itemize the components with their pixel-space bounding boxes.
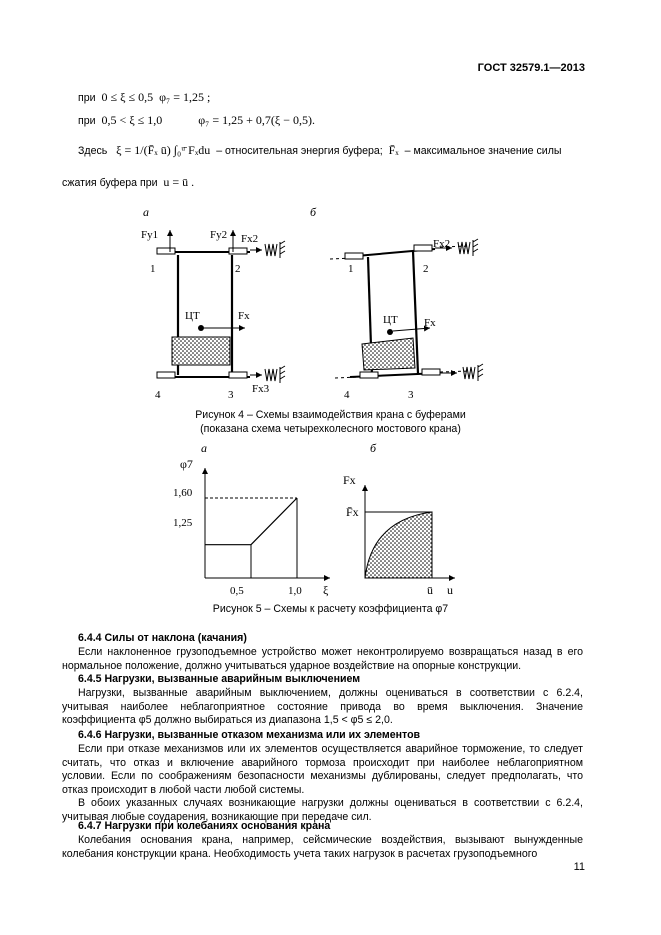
section-6-4-5-title: 6.4.5 Нагрузки, вызванные аварийным выключением <box>78 673 361 685</box>
label-fx2-a: Fx2 <box>241 233 259 245</box>
xi-axis-label: ξ <box>323 583 329 597</box>
formula-definition-line <box>78 143 598 158</box>
xi-description: – относительная энергия буфера; <box>216 145 383 157</box>
formula-definition-line-2 <box>62 175 194 190</box>
section-6-4-7-title: 6.4.7 Нагрузки при колебаниях основания крана <box>78 820 331 832</box>
formula-1-prefix: при <box>78 92 96 104</box>
section-6-4-6-text-1: Если при отказе механизмов или их элементов осуществляется аварийное торможение, то следует считать, что отказ и включение аварийного тормоза происходит при наиболее неблагоприятном условии. Если по соображениям безопасности механизмы дублированы, следует предполагать, что отказ происходит в любой части любой системы. <box>62 743 583 796</box>
label-fy1-a: Fy1 <box>141 229 159 241</box>
phi7-chart <box>173 457 330 597</box>
fx-symbol: F̄ₓ <box>388 143 399 157</box>
fig5-label-a: а <box>201 441 207 455</box>
label-4-a: 4 <box>155 389 161 401</box>
fig5-label-b: б <box>370 441 377 455</box>
label-fx3-a: Fx3 <box>252 383 270 395</box>
label-3-a: 3 <box>228 389 234 401</box>
formula-1-value: φ₇ = 1,25 ; <box>159 90 211 104</box>
section-6-4-6-text-2: В обоих указанных случаях возникающие нагрузки должны оцениваться в соответствии с 6.2.4, учитывая любые соударения, возникающие при передаче сил. <box>62 797 583 823</box>
formula-2-prefix: при <box>78 115 96 127</box>
label-1-b: 1 <box>348 263 354 275</box>
label-ct-b: ЦТ <box>383 314 398 326</box>
label-2-b: 2 <box>423 263 429 275</box>
fig4-label-a: а <box>143 205 149 219</box>
xi-definition: ξ = 1/(F̄ₓ ū) ∫₀ᵘ̄ Fₓdu <box>116 143 211 157</box>
figure-4-caption-2: (показана схема четырехколесного мостового крана) <box>200 423 461 435</box>
u-axis-label: u <box>447 583 453 597</box>
label-3-b: 3 <box>408 389 414 401</box>
section-6-4-4-text: Если наклоненное грузоподъемное устройство может неконтролируемо возвращаться назад в его нормальное положение, должно учитываться ударное воздействие на опорные конструкции. <box>62 646 583 672</box>
fx-description-2: сжатия буфера при <box>62 177 158 189</box>
u-bar-label: ū <box>427 583 433 597</box>
document-code: ГОСТ 32579.1—2013 <box>477 62 585 74</box>
ytick-160: 1,60 <box>173 487 193 499</box>
formula-2-condition: 0,5 < ξ ≤ 1,0 <box>101 113 163 127</box>
figure-4-crane-buffer-schemes <box>0 200 661 405</box>
xtick-05: 0,5 <box>230 585 244 597</box>
xtick-10: 1,0 <box>288 585 302 597</box>
phi7-series-line <box>205 498 297 545</box>
page-number: 11 <box>573 861 585 873</box>
section-6-4-7-text: Колебания основания крана, например, сейсмические воздействия, вызывают вынужденные колебания конструкции крана. Необходимость учета таких нагрузок в расчетах грузоподъемного <box>62 834 583 860</box>
formula-line-2 <box>78 113 315 128</box>
label-fx-a: Fx <box>238 310 250 322</box>
section-6-4-4-title: 6.4.4 Силы от наклона (качания) <box>78 632 247 644</box>
label-2-a: 2 <box>235 263 241 275</box>
figure-5-caption: Рисунок 5 – Схемы к расчету коэффициента φ7 <box>212 603 449 615</box>
figure-5-phi7-schemes <box>0 440 661 600</box>
formula-1-condition: 0 ≤ ξ ≤ 0,5 <box>101 90 154 104</box>
ytick-125: 1,25 <box>173 517 193 529</box>
scheme-b <box>330 238 483 401</box>
phi7-axis-label: φ7 <box>180 457 193 471</box>
u-condition: u = ū . <box>163 175 195 189</box>
here-word: Здесь <box>78 145 108 157</box>
fx-axis-label: Fx <box>343 473 356 487</box>
section-6-4-5-text: Нагрузки, вызванные аварийным выключением, должны оцениваться в соответствии с 6.2.4, учитывая наиболее неблагоприятное состояние привода во время выключения. Значение коэффициента φ5 должно выбираться из диапазона 1,5 < φ5 ≤ 2,0. <box>62 687 583 726</box>
fig4-label-b: б <box>310 205 317 219</box>
fx-u-chart <box>343 473 455 597</box>
label-fx-b: Fx <box>424 317 436 329</box>
label-1-a: 1 <box>150 263 156 275</box>
scheme-a <box>141 229 285 401</box>
label-4-b: 4 <box>344 389 350 401</box>
figure-4-caption-1: Рисунок 4 – Схемы взаимодействия крана с буферами <box>195 409 466 421</box>
label-ct-a: ЦТ <box>185 310 200 322</box>
fx-description: – максимальное значение силы <box>404 145 562 157</box>
label-fy2-a: Fy2 <box>210 229 228 241</box>
label-fx2-b: Fx2 <box>433 238 451 250</box>
fx-max-label: F̄x <box>346 505 359 519</box>
formula-2-value: φ₇ = 1,25 + 0,7(ξ − 0,5). <box>198 113 316 127</box>
section-6-4-6-title: 6.4.6 Нагрузки, вызванные отказом механизма или их элементов <box>78 729 421 741</box>
formula-line-1 <box>78 90 210 105</box>
